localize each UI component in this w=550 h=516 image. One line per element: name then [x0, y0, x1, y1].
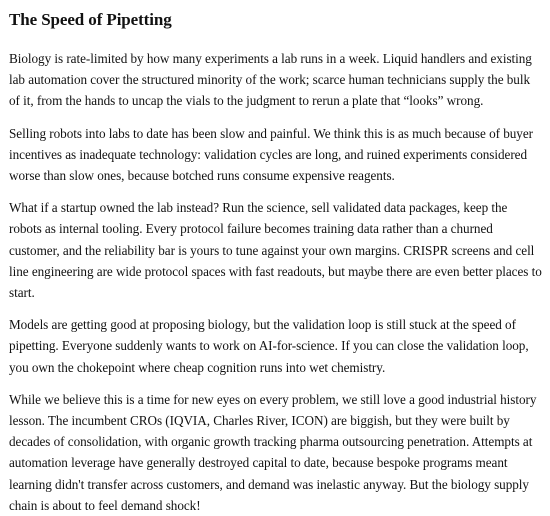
article-paragraph-5: While we believe this is a time for new eyes on every problem, we still love a good industrial history lesson. The incumbent CROs (IQVIA, Charles River, ICON) are biggish, but they were built by decades of consolidation, with organic growth tracking pharma outsourcing penetration. Attempts at automation leverage have generally destroyed capital to date, because bespoke programs meant learning didn't transfer across customers, and demand was inelastic anyway. But the biology supply chain is about to feel demand shock! — [9, 391, 537, 513]
article-paragraph-4: Models are getting good at proposing biology, but the validation loop is still stuck at the speed of pipetting. Everyone suddenly wants to work on AI-for-science. If you can close the validation loop, you own the chokepoint where cheap cognition runs into wet chemistry. — [9, 317, 529, 375]
article-paragraph-1: Biology is rate-limited by how many experiments a lab runs in a week. Liquid handlers and existing lab automation cover the structured minority of the work; scarce human technicians supply the bulk of it, from the hands to uncap the vials to the judgment to rerun a plate that “looks” wrong. — [9, 51, 532, 109]
article-title: The Speed of Pipetting — [9, 10, 172, 29]
article-paragraph-2: Selling robots into labs to date has been slow and painful. We think this is as much because of buyer incentives as inadequate technology: validation cycles are long, and ruined experiments considered worse than slow ones, because botched runs consume expensive reagents. — [9, 125, 533, 184]
article-paragraph-3: What if a startup owned the lab instead? Run the science, sell validated data packages, keep the robots as internal tooling. Every protocol failure becomes training data rather than a churned customer, and the reliability bar is yours to tune against your own margins. CRISPR screens and cell line engineering are wide protocol spaces with fast readouts, but maybe there are even better places to start. — [9, 200, 542, 301]
